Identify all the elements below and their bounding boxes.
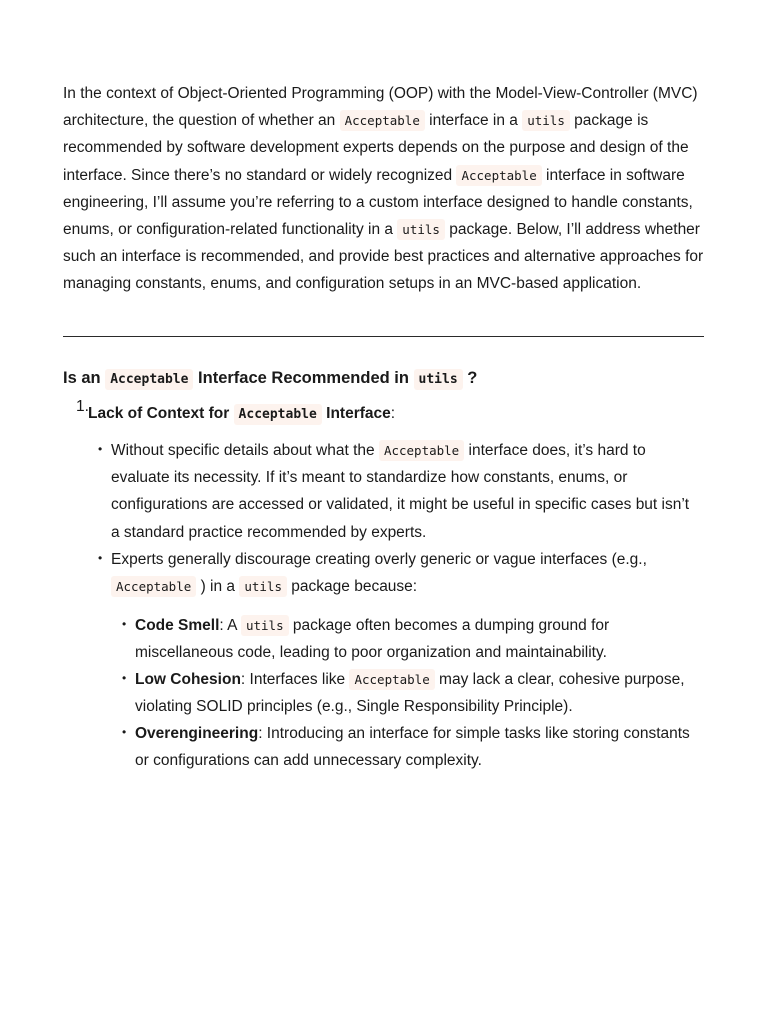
- sub-bullet-item: [135, 720, 700, 774]
- list-item-title: [88, 400, 395, 428]
- heading-text: Interface Recommended in: [193, 369, 414, 387]
- inline-code: utils: [414, 369, 463, 390]
- inline-code: Acceptable: [111, 576, 196, 597]
- sub-bullet-dot: •: [122, 617, 127, 631]
- inline-code: Acceptable: [349, 669, 434, 690]
- item-title-colon: :: [390, 405, 396, 422]
- sub-bullet-item: [135, 612, 695, 666]
- inline-code: Acceptable: [456, 165, 541, 186]
- bullet-text: interface does, it’s hard to evaluate its necessity. If it’s meant to standardize how constants, enums, or configurations are accessed or validated, it might be useful in specific cases but isn’t a standard practice recommended by experts.: [111, 442, 690, 541]
- bullet-text: ) in a: [196, 578, 240, 596]
- inline-code: utils: [522, 110, 570, 131]
- heading-text: Is an: [63, 369, 106, 387]
- horizontal-divider: [63, 336, 704, 337]
- section-heading: [63, 365, 477, 393]
- bullet-term: Low Cohesion: [135, 671, 241, 688]
- bullet-term: Overengineering: [135, 725, 259, 742]
- intro-text: interface in software engineering, I’ll assume you’re referring to a custom interface designed to handle constants, enums, or configuration-related functionality in a: [63, 166, 693, 239]
- bullet-text: : Interfaces like: [240, 671, 350, 688]
- bullet-term: Code Smell: [135, 617, 220, 634]
- item-title-text: Interface: [321, 405, 391, 422]
- sub-bullet-dot: •: [122, 725, 127, 739]
- intro-text: interface in a: [424, 112, 523, 130]
- inline-code: utils: [241, 615, 289, 636]
- bullet-text: Experts generally discourage creating overly generic or vague interfaces (e.g.,: [111, 551, 647, 568]
- bullet-item: [111, 437, 691, 546]
- bullet-text: package because:: [286, 578, 418, 596]
- inline-code: Acceptable: [234, 404, 322, 425]
- inline-code: utils: [397, 219, 445, 240]
- bullet-item: [111, 546, 691, 600]
- heading-text: ?: [462, 369, 478, 387]
- bullet-text: : Introducing an interface for simple tasks like storing constants or configurations can add unnecessary complexity.: [135, 725, 690, 770]
- intro-text: In the context of Object-Oriented Programming (OOP) with the Model-View-Controller (MVC) architecture, the question of whether an: [63, 85, 698, 130]
- bullet-text: : A: [219, 617, 241, 634]
- bullet-text: may lack a clear, cohesive purpose, violating SOLID principles (e.g., Single Responsibility Principle).: [135, 671, 685, 716]
- item-title-text: Lack of Context for: [88, 405, 234, 422]
- intro-text: package is recommended by software development experts depends on the purpose and design of the interface. Since there’s no standard or widely recognized: [63, 112, 689, 184]
- inline-code: Acceptable: [379, 440, 464, 461]
- bullet-dot: •: [98, 551, 103, 565]
- bullet-dot: •: [98, 442, 103, 456]
- inline-code: utils: [239, 576, 287, 597]
- inline-code: Acceptable: [340, 110, 425, 131]
- bullet-text: Without specific details about what the: [111, 442, 379, 459]
- sub-bullet-dot: •: [122, 671, 127, 685]
- intro-text: package. Below, I’ll address whether such an interface is recommended, and provide best practices and alternative approaches for managing constants, enums, and configuration setups in an MVC-based application.: [63, 221, 704, 293]
- bullet-text: package often becomes a dumping ground for miscellaneous code, leading to poor organization and maintainability.: [135, 617, 610, 662]
- list-number: 1.: [76, 398, 89, 415]
- intro-paragraph: [63, 80, 708, 298]
- inline-code: Acceptable: [105, 369, 193, 390]
- sub-bullet-item: [135, 666, 695, 720]
